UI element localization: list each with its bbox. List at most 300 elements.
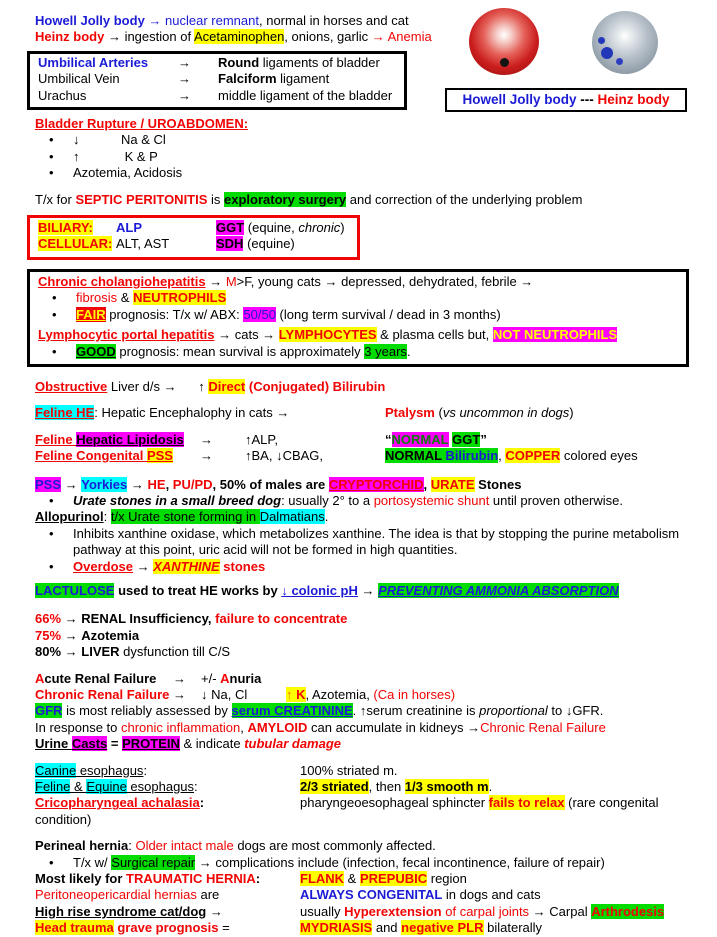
text-segment: Umbilical Arteries (38, 54, 149, 70)
pss-yorkies-line (35, 477, 705, 493)
urate-stones-bullet (35, 493, 705, 509)
text-segment: CELLULAR: (38, 236, 113, 252)
text-segment: GGT (452, 431, 481, 447)
lymphocytic-portal-hepatitis-line (38, 327, 676, 343)
text-segment: Chronic Renal Failure (35, 687, 173, 702)
text-segment (35, 687, 173, 703)
text-segment: serum CREATININE (231, 703, 353, 719)
peritoneopericardial-row (35, 887, 705, 903)
text-segment: 3 years (364, 343, 407, 359)
low-na-cl-bullet (35, 132, 705, 148)
text-segment (35, 779, 300, 795)
text-segment: LIVER (81, 644, 120, 660)
howell-jolly-label: Howell Jolly body (462, 92, 577, 107)
text-segment: nuria (229, 670, 262, 686)
text-segment (35, 671, 173, 687)
text-segment: COPPER (505, 448, 561, 464)
text-segment: FLANK (300, 871, 345, 887)
text-segment: ALT, AST (116, 236, 170, 252)
text-segment: esophagus (76, 762, 144, 778)
text-segment: → (173, 687, 186, 702)
text-segment (35, 795, 300, 811)
cricopharyngeal-achalasia-row (35, 795, 705, 828)
text-segment: → (178, 71, 191, 87)
bullet-icon: • (49, 558, 54, 574)
text-segment: NEUTROPHILS (133, 290, 227, 306)
text-segment: → (178, 54, 191, 70)
text-segment: Liver d/s → (107, 378, 199, 394)
heinz-body-dot (598, 37, 605, 44)
text-segment: pharyngeoesophageal sphincter (300, 795, 489, 811)
text-segment: Cricopharyngeal achalasia (35, 795, 200, 811)
text-segment: = (107, 736, 123, 752)
traumatic-hernia-row (35, 871, 705, 887)
text-segment: of carpal joints (441, 903, 530, 919)
text-segment: region (427, 871, 467, 887)
text-segment: Anemia (387, 29, 432, 45)
text-segment: negative PLR (401, 920, 484, 936)
text-segment: stones (219, 558, 266, 574)
gfr-creatinine-line (35, 703, 705, 719)
text-segment: Bilirubin (441, 448, 499, 464)
text-segment: → (357, 582, 379, 598)
text-segment: URATE (430, 476, 475, 492)
text-segment: ALWAYS CONGENITAL (300, 887, 443, 903)
text-segment: 80% (35, 644, 65, 660)
text-segment: bilaterally (483, 920, 543, 936)
text-segment: → (127, 476, 148, 492)
text-segment: Urine (35, 736, 72, 752)
overdose-bullet (35, 559, 705, 575)
text-segment: Chronic Renal Failure (480, 719, 606, 735)
text-segment: & (70, 779, 87, 795)
text-segment (35, 448, 200, 464)
text-segment: NORMAL (385, 448, 442, 464)
text-segment: Bladder Rupture / UROABDOMEN: (35, 116, 249, 132)
text-segment: MYDRIASIS (300, 920, 373, 936)
head-trauma-row (35, 920, 705, 936)
text-segment: PROTEIN (122, 736, 180, 752)
allopurinol-line (35, 509, 705, 525)
esophagus-table (35, 763, 705, 829)
feline-he-line (35, 405, 705, 421)
text-segment: NOT NEUTROPHILS (492, 327, 618, 343)
howell-jolly-inclusion-dot (500, 58, 509, 67)
text-segment (35, 432, 200, 448)
fair-prognosis-bullet (38, 307, 676, 323)
text-segment: Stones (474, 476, 522, 492)
text-segment: usually (300, 903, 345, 919)
amyloid-line (35, 720, 705, 736)
text-segment: vs uncommon in dogs (442, 405, 570, 421)
text-segment: K & P (121, 148, 158, 164)
text-segment: , (498, 448, 506, 464)
congenital-pss-row (35, 448, 705, 464)
text-segment: in dogs and cats (442, 887, 541, 903)
text-segment: ↓ colonic pH (281, 582, 358, 598)
bullet-icon: • (52, 290, 57, 306)
hernia-section (35, 838, 705, 936)
heinz-body-dot (616, 58, 623, 65)
text-segment: pathway at this point, uric acid will not be formed in high quantities. (73, 542, 458, 558)
text-segment: → (64, 627, 82, 643)
text-segment: Arthrodesis (591, 903, 665, 919)
rbc-label-box (445, 88, 687, 112)
text-segment: ↑ (73, 148, 80, 164)
text-segment: colored eyes (560, 448, 638, 464)
text-segment: ( (434, 405, 443, 421)
text-segment: >F, young cats → depressed, dehydrated, febrile → (236, 273, 534, 289)
text-segment: to ↓GFR. (547, 703, 604, 719)
text-segment: Umbilical Vein (38, 71, 120, 87)
text-segment: GFR (35, 703, 63, 719)
text-segment: T/x w/ (73, 854, 112, 870)
howell-jolly-rbc-image (469, 8, 539, 75)
chronic-renal-failure-row (35, 687, 705, 703)
obstructive-liver-line (35, 379, 705, 395)
text-segment: : usually 2° to a (281, 492, 374, 508)
text-segment: Ptalysm (385, 405, 435, 421)
text-segment: Peritoneopericardial hernias (35, 887, 197, 903)
text-segment: Overdose (73, 558, 133, 574)
text-segment: → (200, 431, 213, 447)
text-segment (38, 220, 116, 236)
text-segment: proportional (479, 703, 548, 719)
text-segment: (Ca in horses) (373, 687, 456, 702)
text-segment: Older intact male (135, 838, 234, 854)
text-segment: nuclear remnant (165, 13, 259, 28)
fibrosis-bullet (38, 290, 676, 306)
text-segment: fibrosis (76, 290, 118, 306)
text-segment: (Conjugated) Bilirubin (245, 378, 386, 394)
text-segment: and correction of the underlying problem (346, 191, 583, 207)
text-segment: , 50% of males are (212, 476, 329, 492)
label-separator: --- (576, 92, 598, 107)
text-segment: PSS (35, 476, 62, 492)
text-segment: → Carpal (529, 903, 592, 919)
septic-peritonitis-line (35, 192, 705, 208)
text-segment: A (220, 670, 230, 686)
text-segment: Feline (35, 431, 77, 447)
bullet-icon: • (49, 165, 54, 181)
bladder-rupture-heading (35, 116, 705, 132)
text-segment: “ (385, 431, 392, 447)
text-segment: 75% (35, 627, 65, 643)
feline-equine-esophagus-row (35, 779, 705, 795)
text-segment: XANTHINE (153, 558, 220, 574)
text-segment: ↑ (286, 687, 293, 702)
text-segment: PU/PD (172, 476, 213, 492)
obstructive-liver-paragraph (35, 379, 705, 395)
text-segment: portosystemic shunt (373, 492, 490, 508)
text-segment: (long term survival / dead in 3 months) (275, 306, 501, 322)
text-segment: LACTULOSE (35, 582, 115, 598)
text-segment: , (423, 476, 431, 492)
text-segment: : (143, 762, 148, 778)
text-segment: ) (340, 220, 345, 236)
text-segment: Hepatic Lipidosis (76, 431, 184, 447)
heinz-body-dot (601, 47, 613, 59)
text-segment (35, 887, 300, 903)
text-segment: AMYLOID (247, 719, 308, 735)
text-segment: ) (569, 405, 574, 421)
text-segment: Perineal hernia (35, 838, 129, 854)
text-segment: . (488, 779, 493, 795)
text-segment: 66% (35, 611, 65, 627)
text-segment: Falciform (218, 71, 277, 87)
text-segment: T/x for (35, 191, 76, 207)
text-segment: , (240, 719, 248, 735)
text-segment: Lymphocytic portal hepatitis (38, 327, 215, 343)
liver-enzymes-box (27, 215, 360, 260)
text-segment: fails to relax (488, 795, 565, 811)
text-segment: t/x Urate stone forming in (110, 509, 260, 525)
text-segment: & (344, 871, 360, 887)
text-segment: Azotemia (81, 627, 140, 643)
text-segment: 50/50 (243, 306, 276, 322)
renal-failure-section (35, 671, 705, 753)
text-segment: exploratory surgery (224, 191, 347, 207)
text-segment: ↑BA, ↓CBAG, (245, 448, 324, 464)
azotemia-75-line (35, 628, 705, 644)
text-segment: Feline Congenital (35, 448, 147, 464)
septic-peritonitis-paragraph (35, 192, 705, 208)
bullet-icon: • (49, 854, 54, 870)
lactulose-paragraph (35, 583, 705, 599)
rbc-images (445, 8, 690, 75)
text-segment: ligaments of bladder (259, 54, 380, 70)
high-rise-syndrome-row (35, 904, 705, 920)
text-segment: until proven otherwise. (489, 492, 623, 508)
text-segment: used to treat HE works by (114, 582, 282, 598)
hepatic-lipidosis-row (35, 432, 705, 448)
canine-esophagus-row (35, 763, 705, 779)
text-segment: Dalmatians (259, 509, 325, 525)
bullet-icon: • (49, 525, 54, 541)
text-segment: → complications include (infection, fecal incontinence, failure of repair) (195, 854, 605, 870)
pss-yorkies-section (35, 477, 705, 575)
text-segment: esophagus (126, 779, 195, 795)
bullet-icon: • (49, 492, 54, 508)
text-segment: PSS (146, 448, 173, 464)
acute-renal-failure-row (35, 671, 705, 687)
chronic-cholangiohepatitis-line (38, 274, 676, 290)
text-segment: ↓ Na, Cl (201, 687, 248, 702)
text-segment: SDH (216, 236, 244, 252)
bullet-icon: • (49, 132, 54, 148)
text-segment: Chronic cholangiohepatitis (38, 273, 206, 289)
bladder-rupture-section (35, 116, 705, 182)
text-segment: failure to concentrate (215, 611, 348, 627)
bullet-icon: • (52, 306, 57, 322)
text-segment: → (132, 558, 154, 574)
text-segment: : (194, 779, 198, 795)
text-segment: Inhibits xanthine oxidase, which metabolizes xanthine. The idea is that by stopping the purine metabolism (73, 525, 680, 541)
text-segment (35, 763, 300, 779)
text-segment: , normal in horses and cat (259, 13, 409, 28)
text-segment (35, 405, 385, 421)
liver-80-line (35, 644, 705, 660)
text-segment: can accumulate in kidneys → (307, 719, 481, 735)
text-segment: . ↑serum creatinine is (352, 703, 480, 719)
text-segment: → (371, 29, 388, 45)
heinz-body-label: Heinz body (597, 92, 670, 107)
text-segment: ↓ (73, 132, 80, 148)
cellular-enzymes-row (38, 236, 345, 252)
text-segment: GGT (216, 220, 245, 236)
text-segment: 1/3 smooth m (404, 779, 489, 795)
text-segment: Feline HE (35, 405, 95, 421)
text-segment: Direct (208, 378, 246, 394)
text-segment: GOOD (76, 343, 116, 359)
text-segment: CRYPTORCHID (328, 476, 424, 492)
feline-liver-table (35, 432, 705, 465)
text-segment: prognosis: T/x w/ ABX: (105, 306, 244, 322)
text-segment: , Azotemia, (305, 687, 374, 702)
text-segment: Howell Jolly body (35, 13, 149, 28)
text-segment: Na & Cl (121, 132, 166, 148)
text-segment: Surgical repair (111, 854, 196, 870)
text-segment: cute Renal Failure (44, 670, 160, 686)
text-segment: ” (480, 431, 487, 447)
text-segment: Most likely for (35, 871, 127, 887)
text-segment: : Hepatic Encephalophy in cats → (94, 405, 290, 421)
text-segment: is most reliably assessed by (62, 703, 232, 719)
text-segment (35, 904, 300, 920)
text-segment: RENAL Insufficiency, (81, 611, 216, 627)
text-segment: prognosis: mean survival is approximately (115, 343, 365, 359)
text-segment: (equine) (243, 236, 295, 252)
azotemia-bullet (35, 165, 705, 181)
text-segment: Feline (35, 779, 71, 795)
good-prognosis-bullet (38, 344, 676, 360)
text-segment: High rise syndrome cat/dog (35, 903, 207, 919)
text-segment: Equine (86, 779, 127, 795)
text-segment: is (211, 191, 225, 207)
text-segment: K (292, 687, 306, 702)
text-segment: grave prognosis (113, 920, 219, 936)
renal-66-line (35, 611, 705, 627)
text-segment: → (61, 476, 82, 492)
umbilical-vein-row (38, 71, 392, 87)
umbilical-arteries-row (38, 55, 392, 71)
text-segment: → (173, 670, 186, 686)
text-segment: M (225, 273, 237, 289)
text-segment: . (324, 509, 329, 525)
text-segment (35, 871, 300, 887)
text-segment: and (372, 920, 402, 936)
text-segment: & indicate (179, 736, 245, 752)
biliary-enzymes-row (38, 220, 345, 236)
text-segment: Allopurinol (35, 509, 104, 525)
text-segment: BILIARY: (38, 220, 93, 236)
text-segment: , onions, garlic (284, 29, 372, 45)
text-segment: Urate stones in a small breed dog (73, 492, 282, 508)
rbc-illustration (445, 8, 690, 112)
text-segment: & (117, 290, 134, 306)
perineal-hernia-line (35, 838, 705, 854)
text-segment: PREVENTING AMMONIA ABSORPTION (378, 582, 619, 598)
feline-hepatitis-box (27, 269, 689, 367)
text-segment: FAIR (76, 306, 106, 322)
text-segment: : (255, 871, 261, 887)
text-segment: Azotemia, Acidosis (73, 165, 183, 181)
text-segment: = (218, 920, 230, 936)
text-segment: → (200, 448, 213, 464)
xanthine-oxidase-continuation (35, 542, 705, 558)
feline-he-paragraph (35, 405, 705, 421)
text-segment: Hyperextension (344, 903, 442, 919)
text-segment: → (64, 644, 82, 660)
text-segment: : (103, 509, 111, 525)
text-segment: , then (368, 779, 405, 795)
text-segment: 2/3 striated (300, 779, 369, 795)
text-segment: dysfunction till C/S (119, 644, 231, 660)
text-segment: TRAUMATIC HERNIA (126, 871, 256, 887)
text-segment: : (128, 838, 136, 854)
lactulose-line (35, 583, 705, 599)
text-segment: dogs are most commonly affected. (233, 838, 436, 854)
text-segment: Round (218, 54, 260, 70)
text-segment: Casts (71, 736, 108, 752)
text-segment: Heinz body (35, 29, 108, 45)
text-segment: A (35, 670, 45, 686)
text-segment: → (148, 13, 166, 28)
text-segment: → (206, 903, 223, 919)
text-segment: . (406, 343, 411, 359)
text-segment: → ingestion of (107, 29, 194, 45)
text-segment: chronic inflammation (121, 719, 241, 735)
text-segment: 100% striated m. (300, 762, 398, 778)
text-segment: → cats → (214, 327, 279, 343)
text-segment: (rare congenital condition) (35, 795, 663, 827)
text-segment: chronic (298, 220, 341, 236)
text-segment: +/- (201, 670, 221, 686)
text-segment: PREPUBIC (359, 871, 428, 887)
text-segment: (equine, (244, 220, 299, 236)
text-segment: ALP (116, 220, 142, 236)
text-segment: tubular damage (244, 736, 342, 752)
text-segment: , (165, 476, 173, 492)
text-segment: & plasma cells but, (376, 327, 493, 343)
text-segment: In response to (35, 719, 121, 735)
text-segment: → (178, 87, 191, 103)
text-segment: → (205, 273, 226, 289)
text-segment (35, 920, 300, 936)
text-segment: Urachus (38, 87, 87, 103)
text-segment: Yorkies (81, 476, 128, 492)
text-segment: → (64, 611, 82, 627)
surgical-repair-bullet (35, 855, 705, 871)
text-segment: SEPTIC PERITONITIS (75, 191, 212, 207)
xanthine-oxidase-bullet (35, 526, 705, 542)
text-segment: NORMAL (391, 431, 449, 447)
text-segment: Obstructive (35, 378, 108, 394)
text-segment: HE (147, 476, 166, 492)
text-segment: middle ligament of the bladder (218, 87, 393, 103)
text-segment: ligament (276, 71, 330, 87)
text-segment: are (196, 887, 220, 903)
bullet-icon: • (49, 148, 54, 164)
text-segment: LYMPHOCYTES (278, 327, 377, 343)
text-segment (38, 236, 116, 252)
text-segment: ↑ (198, 378, 209, 394)
percentages-section (35, 611, 705, 660)
heinz-body-rbc-image (592, 11, 658, 74)
umbilical-structures-box (27, 51, 407, 110)
text-segment: Canine (35, 762, 77, 778)
text-segment: ↑ALP, (245, 431, 279, 447)
